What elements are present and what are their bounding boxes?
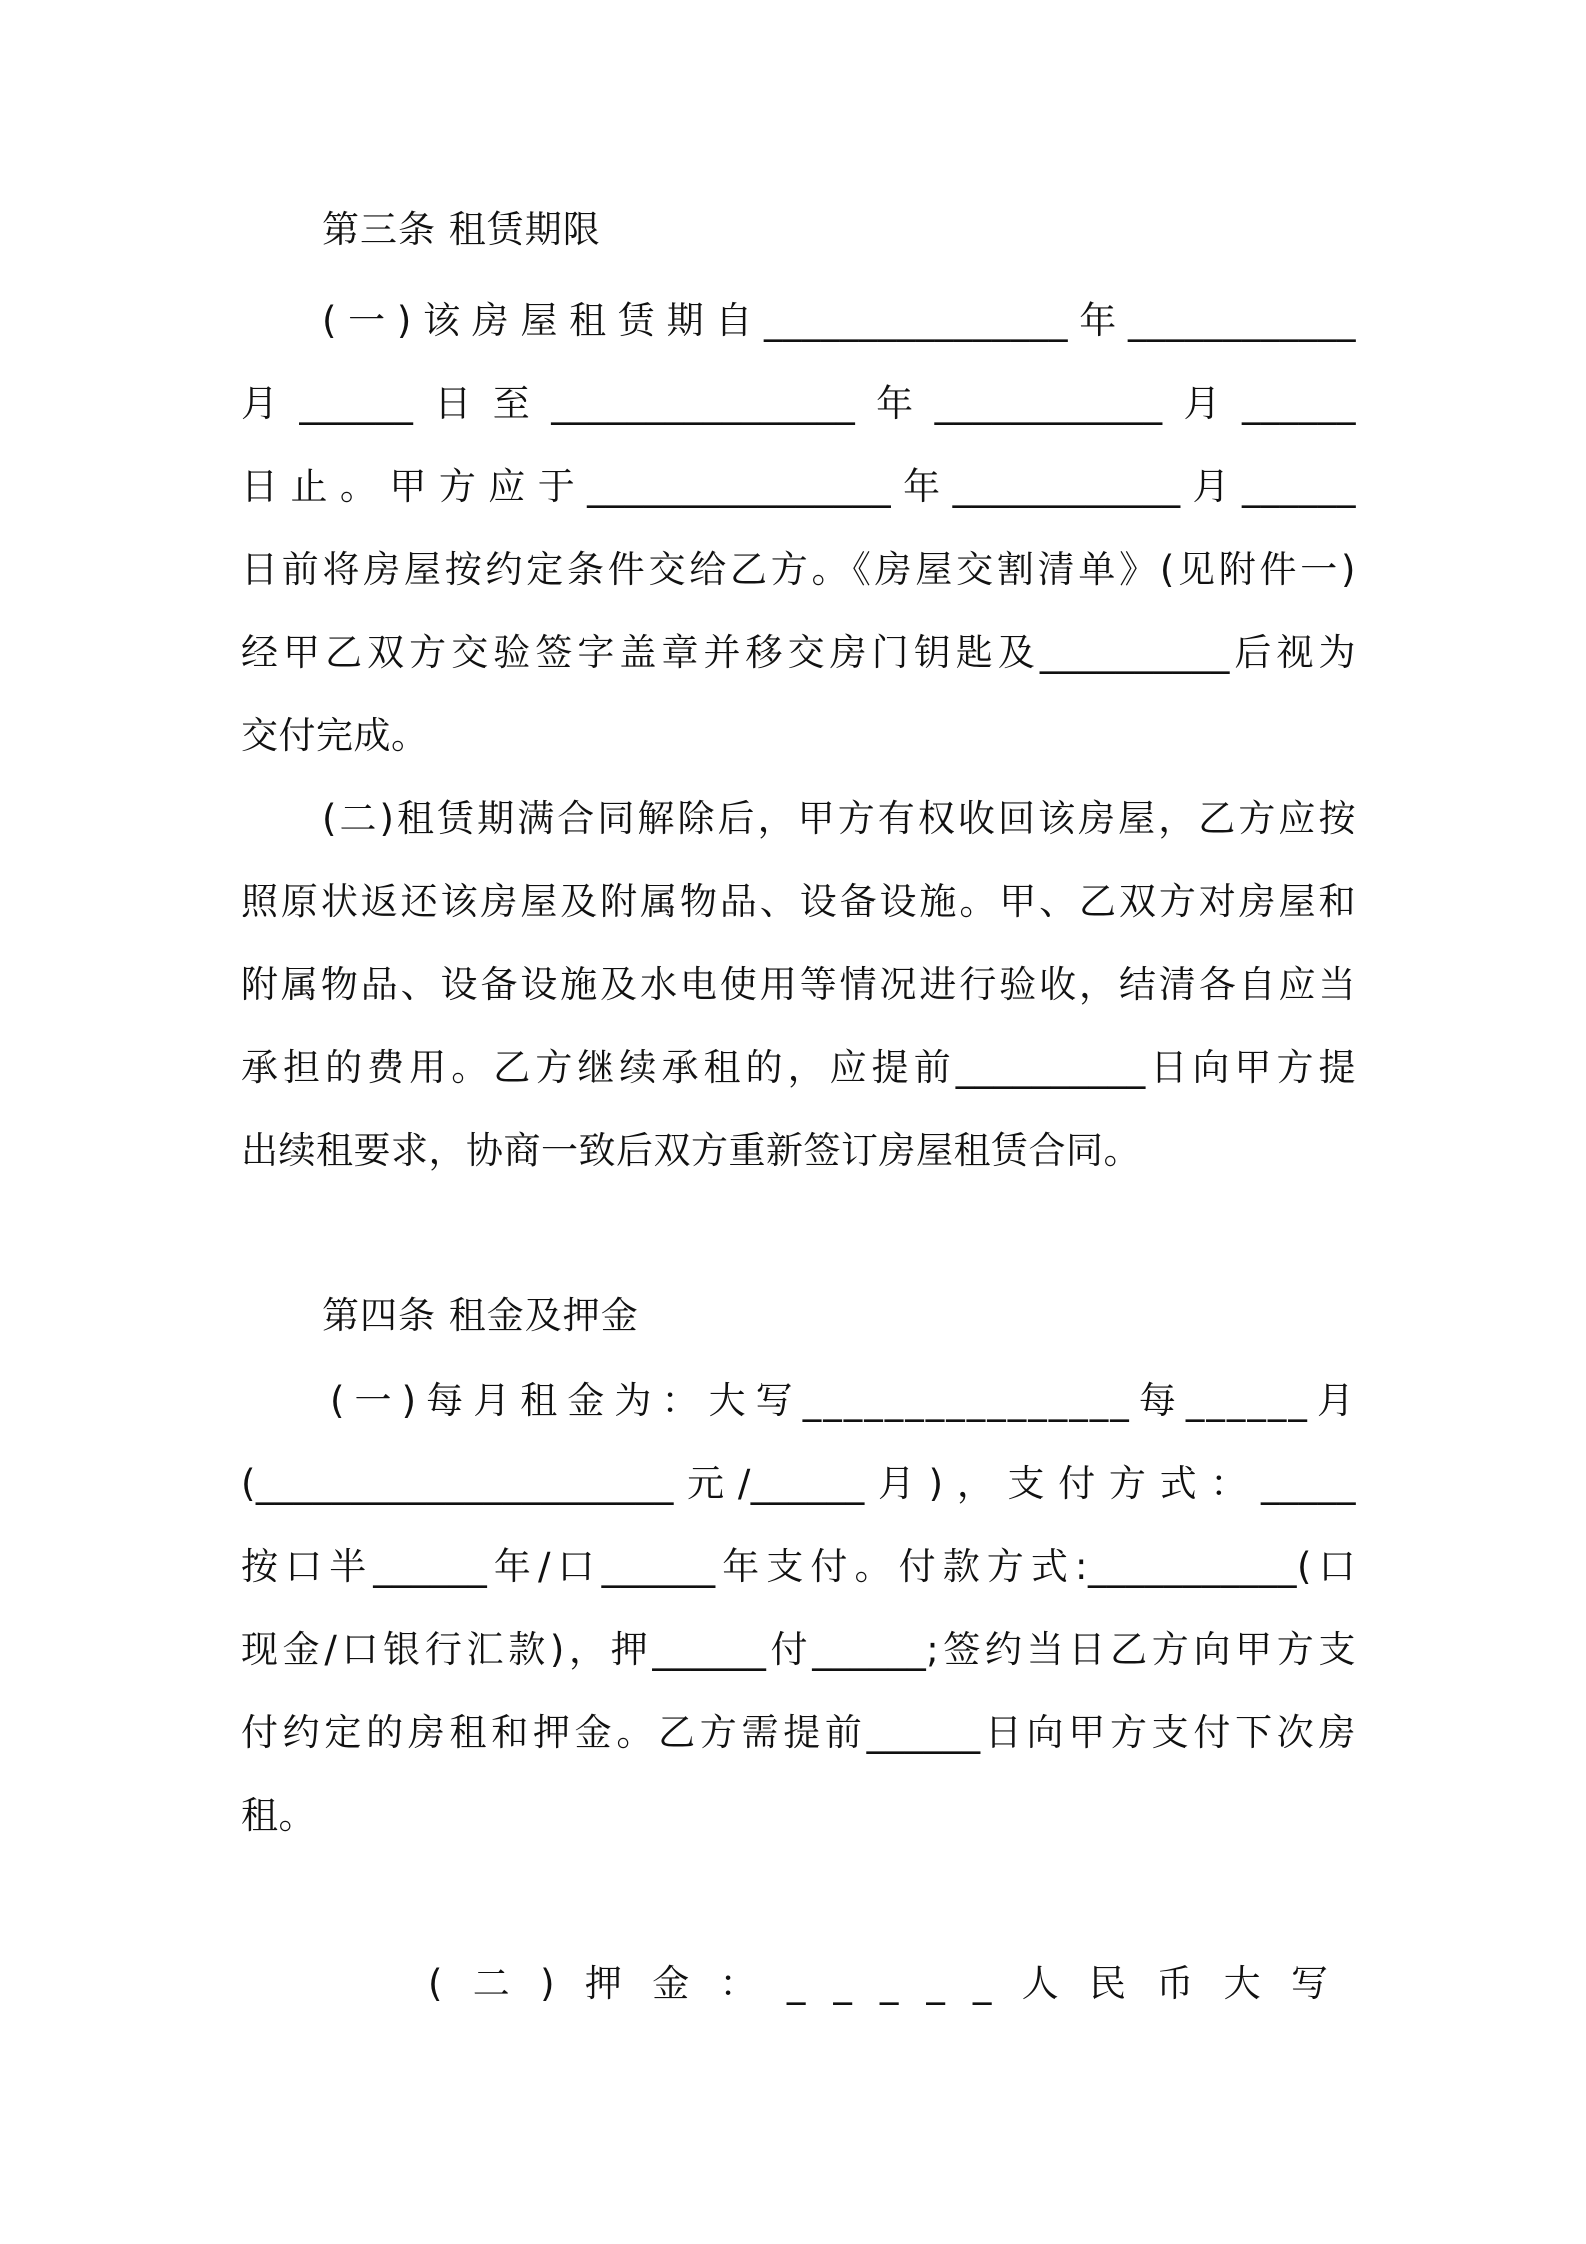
article3-line-4: 日前将房屋按约定条件交给乙方。《房屋交割清单》(见附件一) [241,548,1356,591]
article3-line-6: 交付完成。 [241,714,429,757]
article4-line-1: (一)每月租金为：大写________________每______月 [330,1379,1356,1422]
article3-line-8: 照原状返还该房屋及附属物品、设备设施。甲、乙双方对房屋和 [241,880,1356,923]
article4-line-2: (______________________元/______月)，支付方式：_____ [241,1462,1356,1505]
article3-line-3: 日止。甲方应于________________年____________月______ [241,465,1356,508]
article4-line-4: 现金/口银行汇款)，押______付______;签约当日乙方向甲方支 [241,1628,1356,1671]
article3-line-9: 附属物品、设备设施及水电使用等情况进行验收，结清各自应当 [241,963,1356,1006]
article3-line-7: (二)租赁期满合同解除后，甲方有权收回该房屋，乙方应按 [322,797,1356,840]
article3-line-11: 出续租要求，协商一致后双方重新签订房屋租赁合同。 [241,1129,1141,1172]
article3-line-1: (一)该房屋租赁期自________________年____________ [322,299,1356,342]
article3-heading: 第三条 租赁期限 [322,208,601,251]
article4-line-3: 按口半______年/口______年支付。付款方式:___________(口 [241,1545,1356,1588]
article4-line-6: 租。 [241,1794,316,1837]
article4-line-5: 付约定的房租和押金。乙方需提前______日向甲方支付下次房 [241,1711,1356,1754]
article4-line-7: (二)押金：_____人民币大写 [428,1962,1356,2005]
article3-line-10: 承担的费用。乙方继续承租的，应提前__________日向甲方提 [241,1046,1356,1089]
article3-line-2: 月______日至________________年____________月______ [241,382,1356,425]
article3-line-5: 经甲乙双方交验签字盖章并移交房门钥匙及__________后视为 [241,631,1356,674]
article4-heading: 第四条 租金及押金 [322,1294,639,1337]
